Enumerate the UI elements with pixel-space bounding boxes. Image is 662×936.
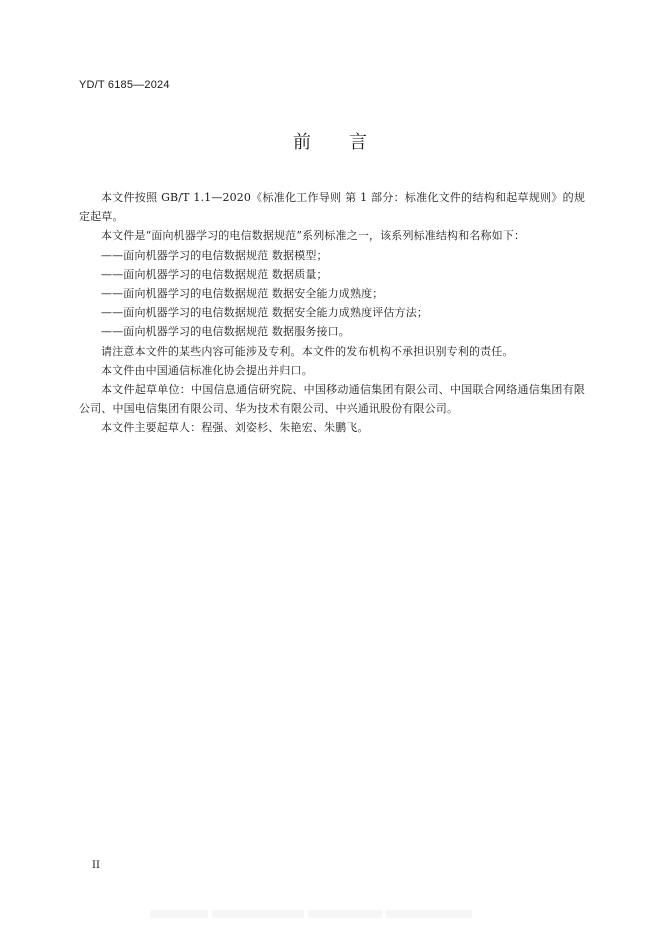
paragraph-drafting-rules: 本文件按照 GB/T 1.1—2020《标准化工作导则 第 1 部分：标准化文件的结构和起草规则》的规定起草。 <box>79 191 585 224</box>
title-char-1: 前 <box>293 132 313 153</box>
series-list-item: ——面向机器学习的电信数据规范 数据质量； <box>101 267 328 281</box>
series-list-item: ——面向机器学习的电信数据规范 数据模型； <box>101 248 328 262</box>
paragraph-patent-notice: 请注意本文件的某些内容可能涉及专利。本文件的发布机构不承担识别专利的责任。 <box>101 344 514 358</box>
faint-watermark <box>150 903 510 917</box>
title-char-2: 言 <box>349 132 369 153</box>
paragraph-series-intro: 本文件是“面向机器学习的电信数据规范”系列标准之一，该系列标准结构和名称如下： <box>101 229 526 243</box>
page-number: II <box>92 860 100 871</box>
series-list-item: ——面向机器学习的电信数据规范 数据安全能力成熟度评估方法； <box>101 306 428 320</box>
document-id: YD/T 6185—2024 <box>79 79 170 91</box>
series-list-item: ——面向机器学习的电信数据规范 数据服务接口。 <box>101 325 350 339</box>
series-list-item: ——面向机器学习的电信数据规范 数据安全能力成熟度； <box>101 287 384 301</box>
page-title <box>0 128 662 154</box>
foreword-body <box>79 188 585 438</box>
paragraph-drafters: 本文件主要起草人：程强、刘姿杉、朱艳宏、朱鹏飞。 <box>101 421 369 435</box>
paragraph-proposer: 本文件由中国通信标准化协会提出并归口。 <box>101 363 313 377</box>
paragraph-drafting-units: 本文件起草单位：中国信息通信研究院、中国移动通信集团有限公司、中国联合网络通信集团有限公司、中国电信集团有限公司、华为技术有限公司、中兴通讯股份有限公司。 <box>79 383 585 416</box>
